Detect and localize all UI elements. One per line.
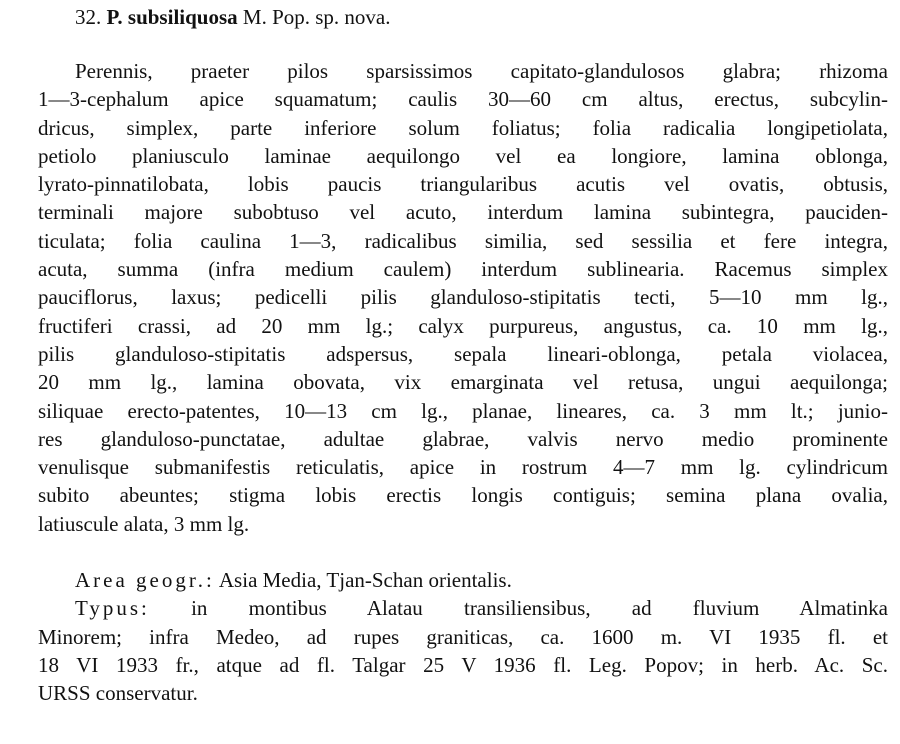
text-line: res glanduloso-punctatae, adultae glabrae, valvis nervo medio prominente [38,426,888,451]
text-line: latiuscule alata, 3 mm lg. [38,511,250,536]
text-line: 20 mm lg., lamina obovata, vix emarginata vel retusa, ungui aequilonga; [38,370,888,395]
text-line: Minorem; infra Medeo, ad rupes graniticas, ca. 1600 m. VI 1935 fl. et [38,624,888,649]
species-number: 32. [75,5,102,29]
text-line: 18 VI 1933 fr., atque ad fl. Talgar 25 V 1936 fl. Leg. Popov; in herb. Ac. Sc. [38,652,888,677]
species-author: M. Pop. sp. nova. [242,5,391,29]
species-description [38,57,888,708]
area-text: Asia Media, Tjan-Schan orientalis. [218,568,512,593]
typus-label: Typus: [75,596,150,621]
species-name: P. subsiliquosa [106,5,238,29]
text-line: petiolo planiusculo laminae aequilongo vel ea longiore, lamina oblonga, [38,143,888,168]
text-line: lyrato-pinnatilobata, lobis paucis triangularibus acutis vel ovatis, obtusis, [38,172,888,197]
typus-first-line [38,594,888,622]
typus-text: in montibus Alatau transiliensibus, ad fluvium Almatinka [191,596,888,621]
text-line: venulisque submanifestis reticulatis, apice in rostrum 4—7 mm lg. cylindricum [38,455,888,480]
text-line: 1—3-cephalum apice squamatum; caulis 30—60 cm altus, erectus, subcylin- [38,87,888,112]
text-line: pilis glanduloso-stipitatis adspersus, sepala lineari-oblonga, petala violacea, [38,341,888,366]
text-line: siliquae erecto-patentes, 10—13 cm lg., planae, lineares, ca. 3 mm lt.; junio- [38,398,888,423]
text-line: pauciflorus, laxus; pedicelli pilis glanduloso-stipitatis tecti, 5—10 mm lg., [38,285,888,310]
text-line: terminali majore subobtuso vel acuto, interdum lamina subintegra, pauciden- [38,200,888,225]
text-line: acuta, summa (infra medium caulem) interdum sublinearia. Racemus simplex [38,257,888,282]
area-label: Area geogr.: [75,568,215,593]
text-line: ticulata; folia caulina 1—3, radicalibus similia, sed sessilia et fere integra, [38,228,888,253]
area-geography [38,566,888,594]
text-line: subito abeuntes; stigma lobis erectis longis contiguis; semina plana ovalia, [38,483,888,508]
text-line: dricus, simplex, parte inferiore solum foliatus; folia radicalia longipetiolata, [38,115,888,140]
species-heading [75,5,391,30]
text-line: Perennis, praeter pilos sparsissimos capitato-glandulosos glabra; rhizoma [75,59,888,83]
text-line: fructiferi crassi, ad 20 mm lg.; calyx purpureus, angustus, ca. 10 mm lg., [38,313,888,338]
text-line: URSS conservatur. [38,681,198,706]
